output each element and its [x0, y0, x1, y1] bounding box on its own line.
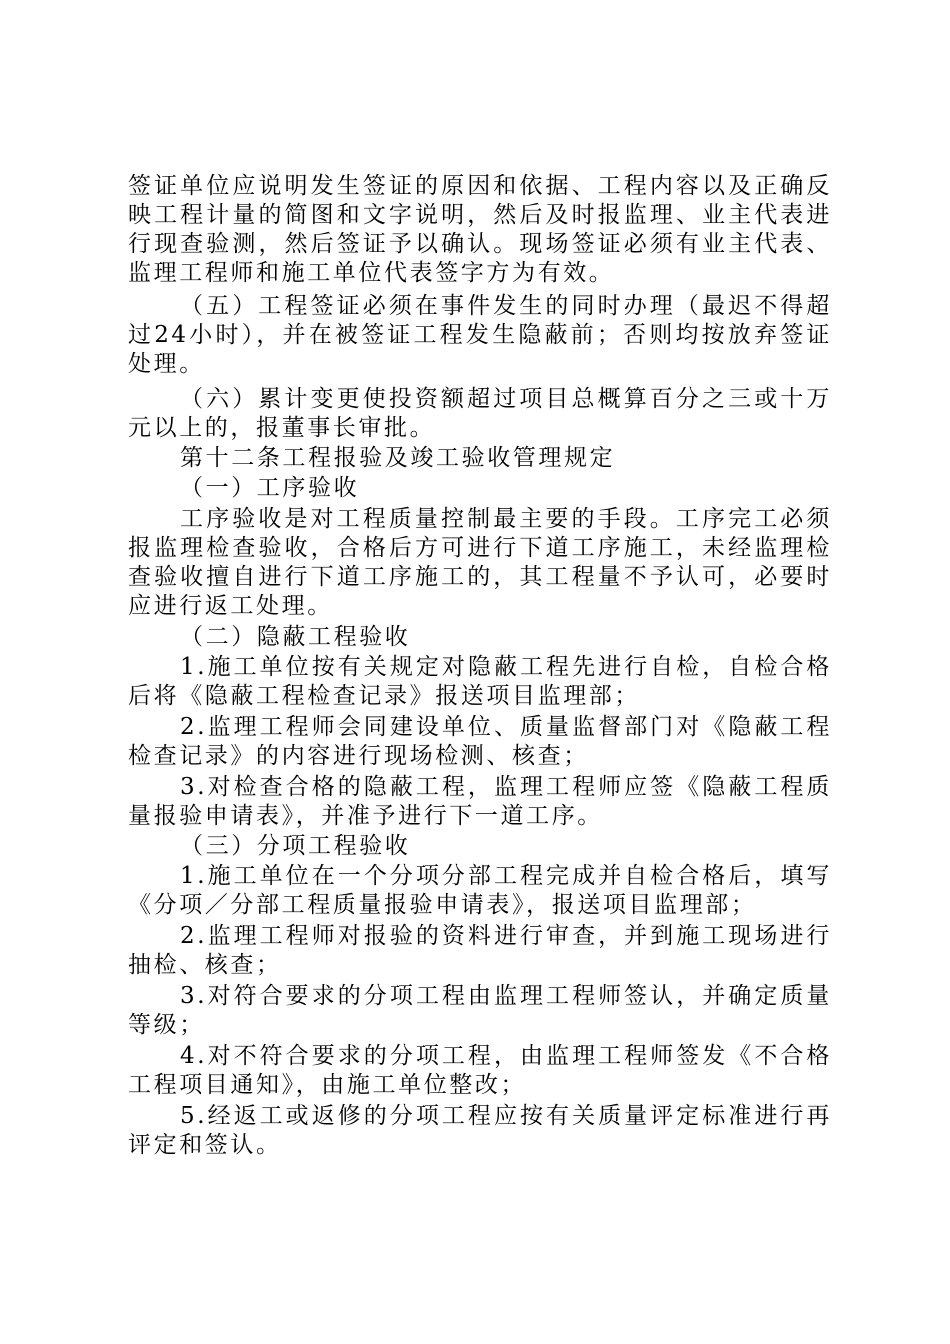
paragraph-item-5: （五）工程签证必须在事件发生的同时办理（最迟不得超过24小时），并在被签证工程发生隐蔽前；否则均按放弃签证处理。: [128, 293, 832, 377]
subheading-concealed-works: （二）隐蔽工程验收: [180, 624, 411, 650]
paragraph-signoff-requirements: 签证单位应说明发生签证的原因和依据、工程内容以及正确反映工程计量的简图和文字说明，然后及时报监理、业主代表进行现查验测，然后签证予以确认。现场签证必须有业主代表、监理工程师和施工单位代表签字方为有效。: [128, 173, 832, 286]
document-body: [128, 172, 832, 1160]
list-item-subitem-5: 5.经返工或返修的分项工程应按有关质量评定标准进行再评定和签认。: [128, 1103, 832, 1158]
paragraph-item-6: （六）累计变更使投资额超过项目总概算百分之三或十万元以上的，报董事长审批。: [128, 386, 832, 441]
list-item-subitem-2: 2.监理工程师对报验的资料进行审查，并到施工现场进行抽检、核查；: [128, 923, 832, 978]
section-heading-article-12: 第十二条工程报验及竣工验收管理规定: [180, 445, 616, 471]
list-item-subitem-3: 3.对符合要求的分项工程由监理工程师签认，并确定质量等级；: [128, 983, 832, 1038]
subheading-process-acceptance: （一）工序验收: [180, 475, 360, 501]
subheading-subitem-works: （三）分项工程验收: [180, 833, 411, 859]
list-item-concealed-1: 1.施工单位按有关规定对隐蔽工程先进行自检，自检合格后将《隐蔽工程检查记录》报送项目监理部；: [128, 654, 832, 709]
list-item-subitem-4: 4.对不符合要求的分项工程，由监理工程师签发《不合格工程项目通知》，由施工单位整改；: [128, 1043, 832, 1098]
paragraph-process-acceptance: 工序验收是对工程质量控制最主要的手段。工序完工必须报监理检查验收，合格后方可进行下道工序施工，未经监理检查验收擅自进行下道工序施工的，其工程量不予认可，必要时应进行返工处理。: [128, 506, 832, 619]
list-item-subitem-1: 1.施工单位在一个分项分部工程完成并自检合格后，填写《分项／分部工程质量报验申请表》，报送项目监理部；: [128, 863, 832, 918]
list-item-concealed-2: 2.监理工程师会同建设单位、质量监督部门对《隐蔽工程检查记录》的内容进行现场检测、核查；: [128, 714, 832, 769]
list-item-concealed-3: 3.对检查合格的隐蔽工程，监理工程师应签《隐蔽工程质量报验申请表》，并准予进行下一道工序。: [128, 774, 832, 829]
